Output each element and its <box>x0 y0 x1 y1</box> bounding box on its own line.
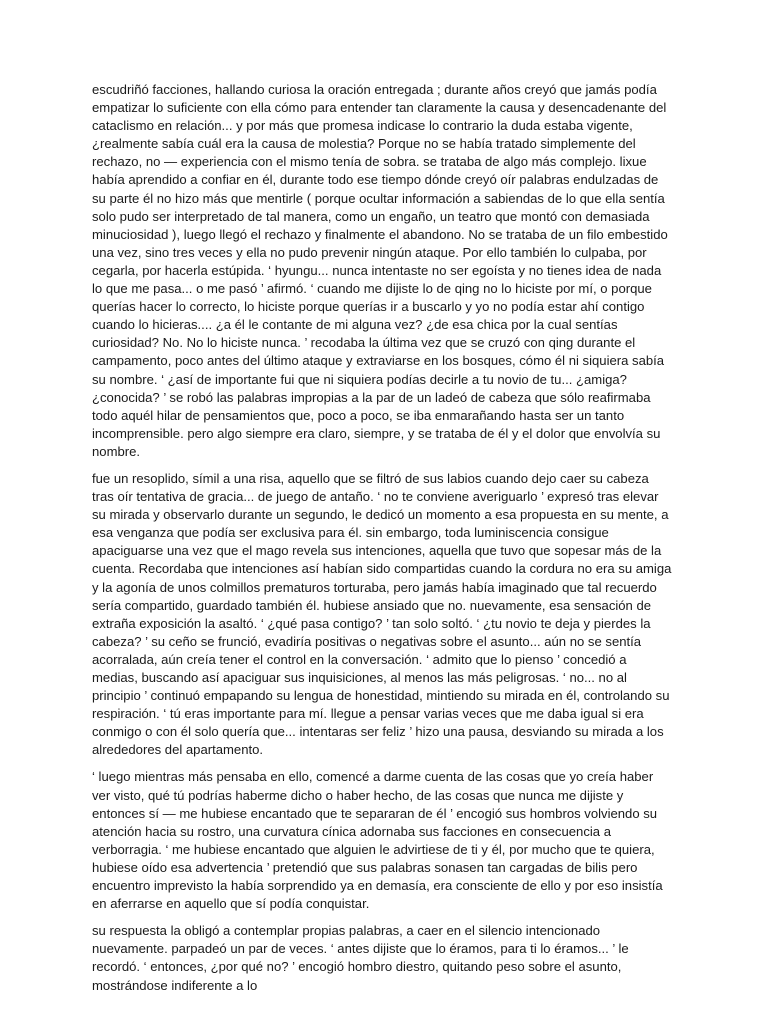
paragraph-3: ‘ luego mientras más pensaba en ello, comencé a darme cuenta de las cosas que yo creía haber ver visto, qué tú podrías haberme dicho o haber hecho, de las cosas que nunca me dijiste y entonces sí — me hubiese encantado que te separaran de él ’ encogió sus hombros volviendo su atención hacia su rostro, una curvatura cínica adornaba sus facciones en consecuencia a verborragia. ‘ me hubiese encantado que alguien le advirtiese de ti y él, por mucho que te quiera, hubiese oído esa advertencia ’ pretendió que sus palabras sonasen tan cargadas de bilis pero encuentro imprevisto la había sorprendido ya en demasía, era consciente de ello y por eso insistía en aferrarse en aquello que sí podía conquistar. <box>92 769 663 912</box>
paragraph-4: su respuesta la obligó a contemplar propias palabras, a caer en el silencio intencionado nuevamente. parpadeó un par de veces. ‘ antes dijiste que lo éramos, para ti lo éramos... ’ le recordó. ‘ entonces, ¿por qué no? ’ encogió hombro diestro, quitando peso sobre el asunto, mostrándose indiferente a lo <box>92 923 629 993</box>
paragraph-1: escudriñó facciones, hallando curiosa la oración entregada ; durante años creyó que jamás podía empatizar lo suficiente con ella cómo para entender tan claramente la causa y desencadenante del cataclismo en relación... y por más que promesa indicase lo contrario la duda estaba vigente, ¿realmente sabía cuál era la causa de molestia? Porque no se había tratado simplemente del rechazo, no — experiencia con el mismo tenía de sobra. se trataba de algo más complejo. lixue había aprendido a confiar en él, durante todo ese tiempo dónde creyó oír palabras endulzadas de su parte él no hizo más que mentirle ( porque ocultar información a sabiendas de lo que ella sentía solo pudo ser interpretado de tal manera, como un engaño, un teatro que montó con demasiada minuciosidad ), luego llegó el rechazo y finalmente el abandono. No se trataba de un filo embestido una vez, sino tres veces y ella no pudo prevenir ningún ataque. Por ello también lo culpaba, por cegarla, por hacerla estúpida. ‘ hyungu... nunca intentaste no ser egoísta y no tienes idea de nada lo que me pasa... o me pasó ’ afirmó. ‘ cuando me dijiste lo de qing no lo hiciste por mí, o porque querías hacer lo correcto, lo hiciste porque querías ir a buscarlo y yo no podía estar ahí contigo cuando lo hicieras.... ¿a él le contante de mi alguna vez? ¿de esa chica por la cual sentías curiosidad? No. No lo hiciste nunca. ’ recodaba la última vez que se cruzó con qing durante el campamento, poco antes del último ataque y extraviarse en los bosques, cómo él ni siquiera sabía su nombre. ‘ ¿así de importante fui que ni siquiera podías decirle a tu novio de tu... ¿amiga? ¿conocida? ’ se robó las palabras impropias a la par de un ladeó de cabeza que sólo reafirmaba todo aquél hilar de pensamientos que, poco a poco, se iba enmarañando hasta ser un tanto incomprensible. pero algo siempre era claro, siempre, y se trataba de él y el dolor que envolvía su nombre. <box>92 82 668 459</box>
paragraph-2: fue un resoplido, símil a una risa, aquello que se filtró de sus labios cuando dejo caer su cabeza tras oír tentativa de gracia... de juego de antaño. ‘ no te conviene averiguarlo ’ expresó tras elevar su mirada y observarlo durante un segundo, le dedicó un momento a esa propuesta en su mente, a esa venganza que podía ser exclusiva para él. sin embargo, toda luminiscencia consigue apaciguarse una vez que el mago revela sus intenciones, aquella que tuvo que sopesar más de la cuenta. Recordaba que intenciones así habían sido compartidas cuando la cordura no era su amiga y la agonía de unos colmillos prematuros torturaba, pero jamás había imaginado que tal recuerdo sería compartido, guardado también él. hubiese ansiado que no. nuevamente, esa sensación de extraña exposición la asaltó. ‘ ¿qué pasa contigo? ’ tan solo soltó. ‘ ¿tu novio te deja y pierdes la cabeza? ’ su ceño se frunció, evadiría positivas o negativas sobre el asunto... aún no se sentía acorralada, aún creía tener el control en la conversación. ‘ admito que lo pienso ’ concedió a medias, buscando así apaciguar sus inquisiciones, al menos las más peligrosas. ‘ no... no al principio ’ continuó empapando su lengua de honestidad, mintiendo su mirada en él, controlando su respiración. ‘ tú eras importante para mí. llegue a pensar varias veces que me daba igual si era conmigo o con él solo quería que... intentaras ser feliz ’ hizo una pausa, desviando su mirada a los alrededores del apartamento. <box>92 470 672 758</box>
document-page <box>92 81 674 1004</box>
